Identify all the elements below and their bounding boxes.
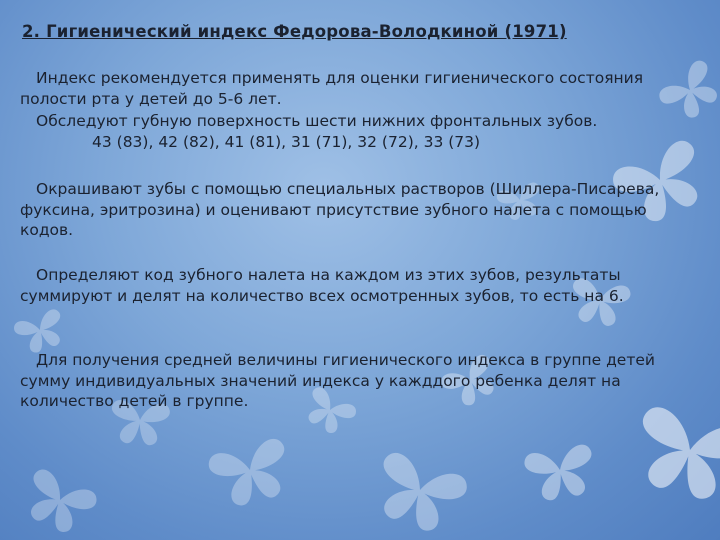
paragraph-purpose: Индекс рекомендуется применять для оценки гигиенического состояния полости рта у детей до 5-6 лет. xyxy=(20,69,644,108)
examined-surface-text: Обследуют губную поверхность шести нижних фронтальных зубов. xyxy=(36,112,598,130)
paragraph-examined-teeth xyxy=(20,111,690,152)
butterfly-icon xyxy=(627,404,720,507)
butterfly-icon xyxy=(17,466,99,540)
slide-title: 2. Гигиенический индекс Федорова-Володкиной (1971) xyxy=(22,22,567,41)
teeth-numbers: 43 (83), 42 (82), 41 (81), 31 (71), 32 (72), 33 (73) xyxy=(92,132,481,151)
butterfly-icon xyxy=(367,449,471,539)
paragraph-staining: Окрашивают зубы с помощью специальных растворов (Шиллера-Писарева, фуксина, эритрозина) и оценивают присутствие зубного налета с помощью кодов. xyxy=(20,180,660,239)
paragraph-scoring: Определяют код зубного налета на каждом из этих зубов, результаты суммируют и делят на количество всех осмотренных зубов, то есть на 6. xyxy=(20,266,624,305)
butterfly-icon xyxy=(206,436,296,511)
paragraph-group-average: Для получения средней величины гигиенического индекса в группе детей сумму индивидуальных значений индекса у кажддого ребенка делят на количество детей в группе. xyxy=(20,351,655,410)
butterfly-icon xyxy=(523,443,598,504)
